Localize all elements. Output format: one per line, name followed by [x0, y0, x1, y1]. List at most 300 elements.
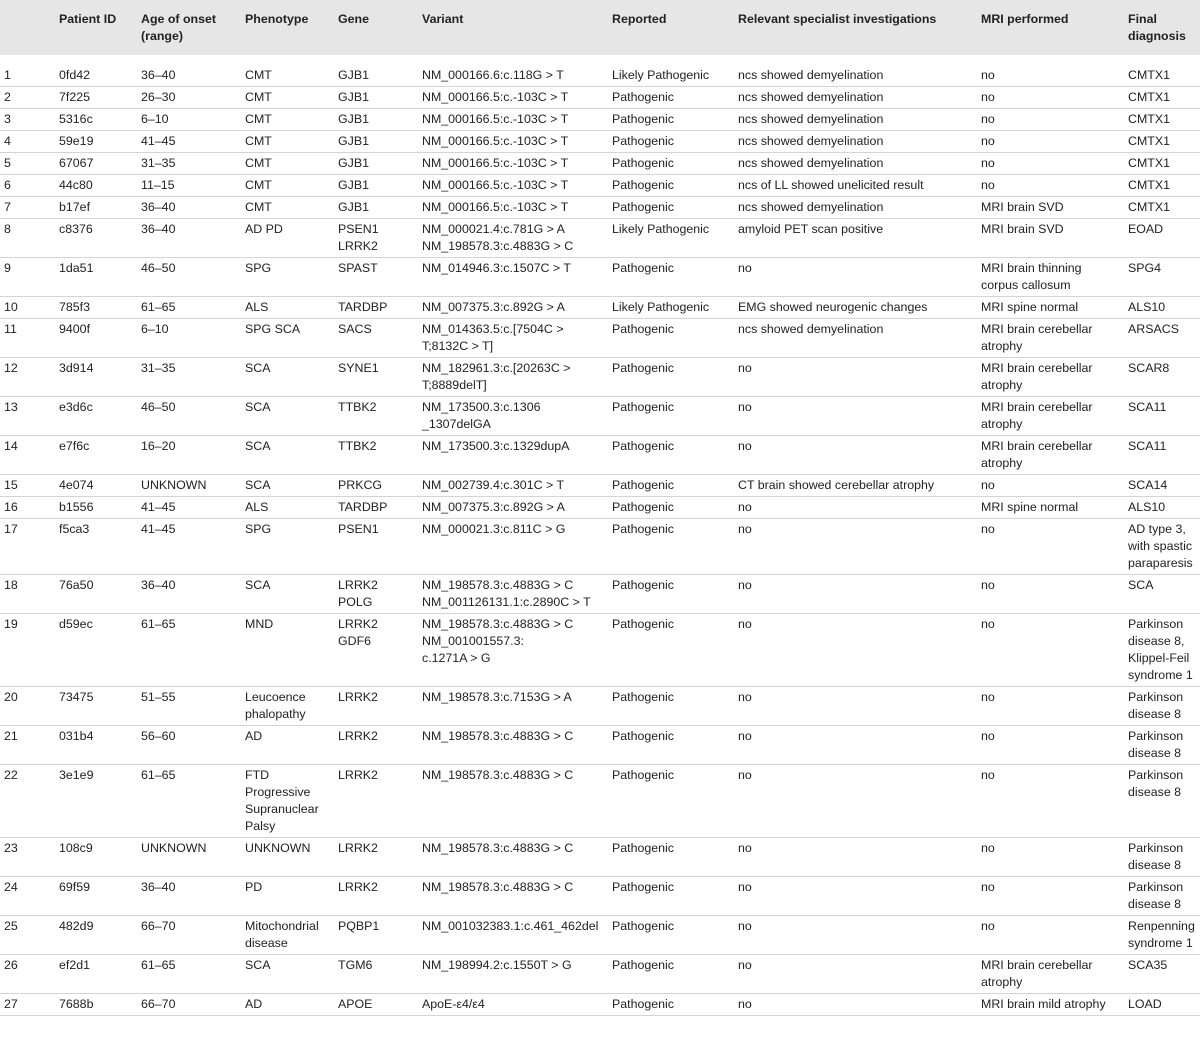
cell-row-number: 15: [4, 478, 18, 492]
cell-variant: NM_198578.3:c.4883G > C: [422, 768, 574, 782]
cell-final-diagnosis: SCA11: [1128, 400, 1167, 414]
cell-age-of-onset: 41–45: [141, 500, 176, 514]
cell-reported: Pathogenic: [612, 617, 675, 631]
cell-variant: NM_173500.3:c.1329dupA: [422, 439, 570, 453]
cell-investigations: no: [738, 400, 752, 414]
cell-reported: Pathogenic: [612, 400, 675, 414]
cell-phenotype: AD: [245, 997, 263, 1011]
cell-gene: LRRK2: [338, 690, 378, 704]
cell-mri-performed: no: [981, 919, 995, 933]
cell-age-of-onset: 36–40: [141, 222, 176, 236]
cell-variant: NM_007375.3:c.892G > A: [422, 300, 565, 314]
cell-gene: APOE: [338, 997, 373, 1011]
cell-age-of-onset: 6–10: [141, 112, 169, 126]
cell-final-diagnosis: CMTX1: [1128, 134, 1170, 148]
table-row: [0, 687, 1200, 726]
cell-age-of-onset: 31–35: [141, 361, 176, 375]
cell-gene: GJB1: [338, 112, 369, 126]
cell-patient-id: e3d6c: [59, 400, 93, 414]
cell-reported: Pathogenic: [612, 90, 675, 104]
cell-reported: Pathogenic: [612, 522, 675, 536]
header-mri-performed: MRI performed: [981, 12, 1069, 26]
cell-phenotype: Leucoence phalopathy: [245, 690, 306, 721]
cell-final-diagnosis: SCA: [1128, 578, 1154, 592]
table-row: [0, 55, 1200, 87]
cell-age-of-onset: 51–55: [141, 690, 176, 704]
cell-age-of-onset: 61–65: [141, 768, 176, 782]
cell-investigations: ncs showed demyelination: [738, 134, 884, 148]
cell-gene: GJB1: [338, 134, 369, 148]
table-row: [0, 258, 1200, 297]
cell-reported: Likely Pathogenic: [612, 68, 710, 82]
cell-reported: Pathogenic: [612, 261, 675, 275]
cell-gene: SPAST: [338, 261, 378, 275]
cell-variant: NM_198578.3:c.4883G > C: [422, 880, 574, 894]
cell-row-number: 19: [4, 617, 18, 631]
cell-variant: NM_014946.3:c.1507C > T: [422, 261, 571, 275]
cell-investigations: no: [738, 361, 752, 375]
cell-row-number: 2: [4, 90, 11, 104]
cell-reported: Pathogenic: [612, 997, 675, 1011]
cell-mri-performed: no: [981, 841, 995, 855]
cell-patient-id: 59e19: [59, 134, 94, 148]
cell-row-number: 18: [4, 578, 18, 592]
cell-variant: NM_000166.5:c.-103C > T: [422, 134, 569, 148]
cell-row-number: 25: [4, 919, 18, 933]
cell-row-number: 17: [4, 522, 18, 536]
cell-phenotype: MND: [245, 617, 274, 631]
cell-variant: NM_000166.6:c.118G > T: [422, 68, 564, 82]
cell-phenotype: CMT: [245, 112, 272, 126]
cell-age-of-onset: 46–50: [141, 400, 176, 414]
cell-variant: NM_198578.3:c.4883G > C: [422, 729, 574, 743]
cell-mri-performed: MRI brain cerebellar atrophy: [981, 322, 1093, 353]
cell-row-number: 10: [4, 300, 18, 314]
cell-final-diagnosis: ALS10: [1128, 300, 1166, 314]
cell-phenotype: SCA: [245, 361, 271, 375]
cell-final-diagnosis: CMTX1: [1128, 200, 1170, 214]
cell-patient-id: 1da51: [59, 261, 94, 275]
cell-patient-id: 76a50: [59, 578, 94, 592]
cell-phenotype: Mitochondrial disease: [245, 919, 319, 950]
cell-mri-performed: MRI brain mild atrophy: [981, 997, 1106, 1011]
cell-row-number: 5: [4, 156, 11, 170]
cell-age-of-onset: 36–40: [141, 200, 176, 214]
cell-reported: Pathogenic: [612, 880, 675, 894]
cell-mri-performed: MRI brain SVD: [981, 200, 1064, 214]
cell-patient-id: 3e1e9: [59, 768, 94, 782]
cell-reported: Pathogenic: [612, 841, 675, 855]
table-row: [0, 726, 1200, 765]
cell-gene: LRRK2 GDF6: [338, 617, 378, 648]
cell-investigations: no: [738, 997, 752, 1011]
cell-mri-performed: no: [981, 768, 995, 782]
header-row-number: [0, 0, 55, 55]
cell-investigations: ncs of LL showed unelicited result: [738, 178, 924, 192]
table-row: [0, 131, 1200, 153]
cell-gene: GJB1: [338, 200, 369, 214]
cell-row-number: 8: [4, 222, 11, 236]
cell-mri-performed: MRI spine normal: [981, 300, 1079, 314]
cell-phenotype: AD PD: [245, 222, 283, 236]
cell-investigations: no: [738, 690, 752, 704]
cell-mri-performed: no: [981, 178, 995, 192]
cell-age-of-onset: 61–65: [141, 958, 176, 972]
cell-investigations: no: [738, 919, 752, 933]
cell-investigations: no: [738, 880, 752, 894]
table-row: [0, 838, 1200, 877]
cell-row-number: 11: [4, 322, 17, 336]
cell-patient-id: 69f59: [59, 880, 91, 894]
cell-gene: LRRK2: [338, 729, 378, 743]
header-phenotype: Phenotype: [245, 12, 309, 26]
cell-mri-performed: MRI spine normal: [981, 500, 1079, 514]
cell-reported: Pathogenic: [612, 919, 675, 933]
cell-mri-performed: no: [981, 617, 995, 631]
cell-final-diagnosis: CMTX1: [1128, 156, 1170, 170]
table-row: [0, 877, 1200, 916]
cell-phenotype: SCA: [245, 578, 271, 592]
cell-investigations: no: [738, 578, 752, 592]
cell-mri-performed: MRI brain SVD: [981, 222, 1064, 236]
header-gene: Gene: [338, 12, 369, 26]
cell-final-diagnosis: SCA35: [1128, 958, 1168, 972]
cell-phenotype: SCA: [245, 478, 271, 492]
cell-phenotype: SPG SCA: [245, 322, 301, 336]
cell-phenotype: SPG: [245, 522, 272, 536]
cell-age-of-onset: 6–10: [141, 322, 169, 336]
cell-patient-id: e7f6c: [59, 439, 90, 453]
cell-phenotype: AD: [245, 729, 263, 743]
cell-row-number: 6: [4, 178, 11, 192]
cell-variant: NM_198578.3:c.4883G > C NM_001126131.1:c.2890C > T: [422, 578, 591, 609]
cell-age-of-onset: 36–40: [141, 578, 176, 592]
cell-investigations: ncs showed demyelination: [738, 68, 884, 82]
cell-variant: NM_002739.4:c.301C > T: [422, 478, 565, 492]
cell-reported: Pathogenic: [612, 578, 675, 592]
cell-patient-id: 7f225: [59, 90, 91, 104]
cell-variant: NM_000166.5:c.-103C > T: [422, 112, 569, 126]
cell-gene: TARDBP: [338, 500, 388, 514]
cell-age-of-onset: 61–65: [141, 300, 176, 314]
table-row: [0, 358, 1200, 397]
cell-reported: Pathogenic: [612, 112, 675, 126]
cell-variant: ApoE-ε4/ε4: [422, 997, 485, 1011]
cell-variant: NM_198578.3:c.4883G > C NM_001001557.3: c.1271A > G: [422, 617, 574, 665]
cell-reported: Pathogenic: [612, 500, 675, 514]
cell-phenotype: SPG: [245, 261, 272, 275]
table-row: [0, 994, 1200, 1016]
cell-final-diagnosis: Parkinson disease 8: [1128, 768, 1184, 799]
table-row: [0, 575, 1200, 614]
cell-patient-id: 0fd42: [59, 68, 91, 82]
cell-gene: LRRK2 POLG: [338, 578, 378, 609]
cell-investigations: no: [738, 841, 752, 855]
cell-row-number: 20: [4, 690, 18, 704]
cell-final-diagnosis: CMTX1: [1128, 178, 1170, 192]
table-row: [0, 109, 1200, 131]
cell-patient-id: b1556: [59, 500, 94, 514]
cell-row-number: 14: [4, 439, 18, 453]
cell-gene: GJB1: [338, 156, 369, 170]
cell-reported: Likely Pathogenic: [612, 300, 710, 314]
cell-age-of-onset: 66–70: [141, 997, 176, 1011]
cell-gene: GJB1: [338, 90, 369, 104]
cell-phenotype: CMT: [245, 178, 272, 192]
cell-gene: TTBK2: [338, 439, 377, 453]
cell-row-number: 7: [4, 200, 11, 214]
cell-gene: TARDBP: [338, 300, 388, 314]
header-variant: Variant: [422, 12, 464, 26]
cell-final-diagnosis: Parkinson disease 8, Klippel-Feil syndrome 1: [1128, 617, 1193, 682]
cell-reported: Pathogenic: [612, 156, 675, 170]
cell-age-of-onset: 56–60: [141, 729, 176, 743]
cell-variant: NM_007375.3:c.892G > A: [422, 500, 565, 514]
cell-row-number: 1: [4, 68, 11, 82]
cell-age-of-onset: 11–15: [141, 178, 175, 192]
cell-mri-performed: no: [981, 90, 995, 104]
cell-final-diagnosis: Parkinson disease 8: [1128, 729, 1184, 760]
table-row: [0, 955, 1200, 994]
cell-reported: Pathogenic: [612, 200, 675, 214]
table-row: [0, 319, 1200, 358]
cell-patient-id: 3d914: [59, 361, 94, 375]
cell-variant: NM_198578.3:c.4883G > C: [422, 841, 574, 855]
table-row: [0, 475, 1200, 497]
cell-patient-id: 44c80: [59, 178, 93, 192]
cell-reported: Likely Pathogenic: [612, 222, 710, 236]
table-row: [0, 297, 1200, 319]
cell-variant: NM_000021.4:c.781G > A NM_198578.3:c.4883G > C: [422, 222, 574, 253]
cell-variant: NM_001032383.1:c.461_462del: [422, 919, 599, 933]
cell-final-diagnosis: LOAD: [1128, 997, 1162, 1011]
cell-row-number: 23: [4, 841, 18, 855]
cell-phenotype: PD: [245, 880, 263, 894]
table-row: [0, 397, 1200, 436]
header-age-of-onset: Age of onset (range): [141, 12, 217, 43]
cell-final-diagnosis: AD type 3, with spastic paraparesis: [1128, 522, 1193, 570]
cell-reported: Pathogenic: [612, 690, 675, 704]
cell-final-diagnosis: SCA11: [1128, 439, 1167, 453]
cell-final-diagnosis: Renpenning syndrome 1: [1128, 919, 1195, 950]
cell-investigations: no: [738, 768, 752, 782]
cell-phenotype: CMT: [245, 68, 272, 82]
cell-final-diagnosis: SCAR8: [1128, 361, 1170, 375]
cell-patient-id: d59ec: [59, 617, 93, 631]
cell-investigations: no: [738, 729, 752, 743]
cell-gene: PSEN1: [338, 522, 379, 536]
cell-age-of-onset: 26–30: [141, 90, 176, 104]
table-row: [0, 614, 1200, 687]
cell-patient-id: b17ef: [59, 200, 91, 214]
table-row: [0, 175, 1200, 197]
cell-final-diagnosis: CMTX1: [1128, 112, 1170, 126]
cell-patient-id: 9400f: [59, 322, 91, 336]
cell-investigations: no: [738, 958, 752, 972]
cell-variant: NM_000166.5:c.-103C > T: [422, 90, 569, 104]
header-patient-id: Patient ID: [59, 12, 117, 26]
cell-age-of-onset: UNKNOWN: [141, 841, 207, 855]
cell-phenotype: SCA: [245, 958, 271, 972]
cell-patient-id: c8376: [59, 222, 93, 236]
cell-patient-id: ef2d1: [59, 958, 91, 972]
cell-mri-performed: no: [981, 522, 995, 536]
cell-mri-performed: no: [981, 729, 995, 743]
cell-reported: Pathogenic: [612, 768, 675, 782]
cell-patient-id: 482d9: [59, 919, 94, 933]
cell-age-of-onset: 41–45: [141, 522, 176, 536]
cell-patient-id: f5ca3: [59, 522, 90, 536]
cell-phenotype: SCA: [245, 400, 271, 414]
cell-mri-performed: no: [981, 478, 995, 492]
cell-investigations: ncs showed demyelination: [738, 200, 884, 214]
table-row: [0, 197, 1200, 219]
cell-phenotype: CMT: [245, 134, 272, 148]
cell-mri-performed: no: [981, 880, 995, 894]
cell-variant: NM_000021.3:c.811C > G: [422, 522, 566, 536]
cell-phenotype: ALS: [245, 300, 269, 314]
cell-row-number: 21: [4, 729, 18, 743]
cell-patient-id: 73475: [59, 690, 94, 704]
cell-investigations: no: [738, 439, 752, 453]
cell-reported: Pathogenic: [612, 478, 675, 492]
cell-gene: TTBK2: [338, 400, 377, 414]
cell-phenotype: ALS: [245, 500, 269, 514]
cell-phenotype: FTD Progressive Supranuclear Palsy: [245, 768, 319, 833]
cell-investigations: ncs showed demyelination: [738, 112, 884, 126]
cell-patient-id: 4e074: [59, 478, 94, 492]
cell-mri-performed: MRI brain cerebellar atrophy: [981, 361, 1093, 392]
cell-reported: Pathogenic: [612, 134, 675, 148]
cell-reported: Pathogenic: [612, 439, 675, 453]
cell-variant: NM_000166.5:c.-103C > T: [422, 200, 569, 214]
cell-row-number: 27: [4, 997, 18, 1011]
cell-reported: Pathogenic: [612, 178, 675, 192]
cell-variant: NM_173500.3:c.1306 _1307delGA: [422, 400, 541, 431]
cell-variant: NM_198994.2:c.1550T > G: [422, 958, 572, 972]
cell-age-of-onset: 36–40: [141, 68, 176, 82]
cell-patient-id: 5316c: [59, 112, 93, 126]
cell-row-number: 24: [4, 880, 18, 894]
header-final-diagnosis: Final diagnosis: [1128, 12, 1186, 43]
cell-mri-performed: MRI brain thinning corpus callosum: [981, 261, 1082, 292]
cell-final-diagnosis: Parkinson disease 8: [1128, 880, 1184, 911]
cell-final-diagnosis: Parkinson disease 8: [1128, 690, 1184, 721]
cell-gene: LRRK2: [338, 841, 378, 855]
cell-variant: NM_000166.5:c.-103C > T: [422, 156, 569, 170]
cell-investigations: ncs showed demyelination: [738, 322, 884, 336]
cell-final-diagnosis: EOAD: [1128, 222, 1164, 236]
cell-age-of-onset: UNKNOWN: [141, 478, 207, 492]
cell-investigations: amyloid PET scan positive: [738, 222, 884, 236]
cell-final-diagnosis: SPG4: [1128, 261, 1162, 275]
cell-gene: LRRK2: [338, 768, 378, 782]
table-row: [0, 219, 1200, 258]
cell-age-of-onset: 66–70: [141, 919, 176, 933]
cell-gene: PQBP1: [338, 919, 380, 933]
cell-patient-id: 7688b: [59, 997, 94, 1011]
cell-variant: NM_014363.5:c.[7504C > T;8132C > T]: [422, 322, 564, 353]
cell-final-diagnosis: ALS10: [1128, 500, 1166, 514]
cell-age-of-onset: 31–35: [141, 156, 176, 170]
cell-investigations: no: [738, 500, 752, 514]
cell-mri-performed: no: [981, 156, 995, 170]
cell-phenotype: CMT: [245, 200, 272, 214]
header-row: [0, 0, 1200, 55]
table-row: [0, 153, 1200, 175]
cell-mri-performed: MRI brain cerebellar atrophy: [981, 958, 1093, 989]
header-investigations: Relevant specialist investigations: [738, 12, 937, 26]
cell-investigations: no: [738, 522, 752, 536]
cell-row-number: 3: [4, 112, 11, 126]
cell-mri-performed: MRI brain cerebellar atrophy: [981, 439, 1093, 470]
cell-phenotype: CMT: [245, 90, 272, 104]
cell-row-number: 9: [4, 261, 11, 275]
cell-investigations: EMG showed neurogenic changes: [738, 300, 928, 314]
cell-gene: PRKCG: [338, 478, 383, 492]
cell-mri-performed: no: [981, 578, 995, 592]
table-row: [0, 497, 1200, 519]
cell-phenotype: CMT: [245, 156, 272, 170]
cell-investigations: no: [738, 261, 752, 275]
cell-gene: GJB1: [338, 68, 369, 82]
table-row: [0, 519, 1200, 575]
cell-reported: Pathogenic: [612, 729, 675, 743]
cell-gene: PSEN1 LRRK2: [338, 222, 379, 253]
cell-gene: SACS: [338, 322, 372, 336]
cell-final-diagnosis: ARSACS: [1128, 322, 1179, 336]
cell-reported: Pathogenic: [612, 361, 675, 375]
cell-mri-performed: no: [981, 690, 995, 704]
cell-row-number: 16: [4, 500, 18, 514]
cell-age-of-onset: 41–45: [141, 134, 176, 148]
cell-patient-id: 108c9: [59, 841, 93, 855]
cell-variant: NM_182961.3:c.[20263C > T;8889delT]: [422, 361, 571, 392]
cell-patient-id: 785f3: [59, 300, 91, 314]
cell-phenotype: SCA: [245, 439, 271, 453]
cell-gene: TGM6: [338, 958, 373, 972]
table-row: [0, 765, 1200, 838]
cell-gene: SYNE1: [338, 361, 379, 375]
table-row: [0, 87, 1200, 109]
cell-row-number: 22: [4, 768, 18, 782]
cell-investigations: CT brain showed cerebellar atrophy: [738, 478, 935, 492]
cell-gene: LRRK2: [338, 880, 378, 894]
cell-row-number: 13: [4, 400, 18, 414]
cell-mri-performed: no: [981, 134, 995, 148]
cell-age-of-onset: 61–65: [141, 617, 176, 631]
cell-gene: GJB1: [338, 178, 369, 192]
cell-mri-performed: no: [981, 68, 995, 82]
table-row: [0, 916, 1200, 955]
cell-investigations: ncs showed demyelination: [738, 90, 884, 104]
cell-age-of-onset: 46–50: [141, 261, 176, 275]
cell-final-diagnosis: SCA14: [1128, 478, 1168, 492]
cell-final-diagnosis: CMTX1: [1128, 90, 1170, 104]
cell-reported: Pathogenic: [612, 958, 675, 972]
cell-age-of-onset: 36–40: [141, 880, 176, 894]
table-body: [0, 55, 1200, 1016]
cell-investigations: ncs showed demyelination: [738, 156, 884, 170]
cell-final-diagnosis: Parkinson disease 8: [1128, 841, 1184, 872]
cell-final-diagnosis: CMTX1: [1128, 68, 1170, 82]
cell-variant: NM_198578.3:c.7153G > A: [422, 690, 572, 704]
cell-row-number: 4: [4, 134, 11, 148]
cell-patient-id: 67067: [59, 156, 94, 170]
cell-patient-id: 031b4: [59, 729, 94, 743]
cell-investigations: no: [738, 617, 752, 631]
cell-row-number: 26: [4, 958, 18, 972]
